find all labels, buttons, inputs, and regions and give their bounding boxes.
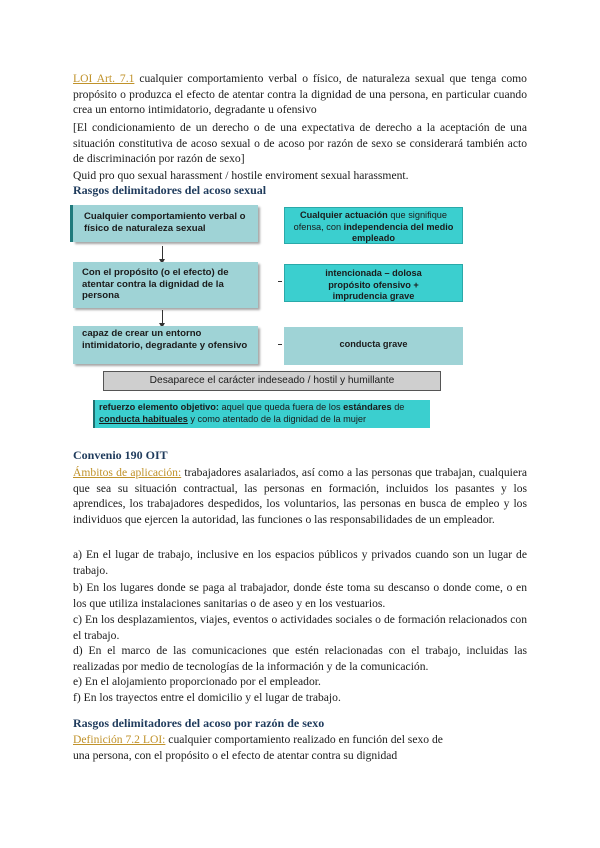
box-intencionada-dolosa: intencionada – dolosa propósito ofensivo + imprudencia grave (284, 264, 463, 302)
box-conducta-grave: conducta grave (284, 327, 463, 365)
section-heading-acoso-razon-sexo: Rasgos delimitadores del acoso por razón de sexo (73, 716, 325, 730)
refuerzo-bold-label: refuerzo elemento objetivo: (99, 402, 219, 412)
arrow-right-2-icon (278, 344, 282, 345)
ambitos-text: trabajadores asalariados, así como a las personas que trabajan, cualquiera que sea su situación contractual, las personas en formación, incluidos los pasantes y los aprendices, los trabajadores despedidos, los voluntarios, las personas en busca de empleo y los individuos que ejercen la autoridad, las funciones o las responsabilidades de un empleador. (73, 466, 527, 526)
list-item-e: e) En el alojamiento proporcionado por el empleador. (73, 675, 321, 688)
intro-definition-text: cualquier comportamiento verbal o físico, de naturaleza sexual que tenga como propósito o produzca el efecto de atentar contra la dignidad de una persona, en particular cuando crea un entorno intimidatorio, degradante u ofensivo (73, 72, 527, 117)
box2-bold-text: Cualquier actuación (299, 210, 388, 220)
box-entorno-intimidatorio: capaz de crear un entorno intimidatorio, degradante y ofensivo (73, 326, 258, 364)
section-heading-convenio-190: Convenio 190 OIT (73, 448, 168, 462)
arrow-right-1-icon (278, 281, 282, 282)
definicion-text-1: cualquier comportamiento realizado en función del sexo de (165, 733, 443, 746)
box-comportamiento-verbal-fisico: Cualquier comportamiento verbal o físico de naturaleza sexual (73, 205, 258, 242)
box2-normal-text: que signifique ofensa, con (293, 210, 448, 232)
gray-bar-caracter-indeseado: Desaparece el carácter indeseado / hostil y humillante (103, 371, 441, 391)
list-item-c: c) En los desplazamientos, viajes, eventos o actividades sociales o de formación relacionados con el trabajo. (73, 613, 527, 642)
section-heading-acoso-sexual: Rasgos delimitadores del acoso sexual (73, 183, 267, 197)
ambitos-paragraph (73, 465, 527, 527)
box-cualquier-actuacion (284, 207, 463, 244)
arrow-down-1-icon (162, 246, 163, 260)
refuerzo-estandares: estándares (343, 402, 392, 412)
intro-bracket-text: [El condicionamiento de un derecho o de una expectativa de derecho a la aceptación de una situación constitutiva de acoso sexual o de acoso por razón de sexo se considerará también acto de discriminación por razón de sexo] (73, 121, 527, 166)
refuerzo-text-3: y como atentado de la dignidad de la mujer (187, 413, 367, 424)
definicion-7-2-link[interactable]: Definición 7.2 LOI: (73, 733, 166, 746)
refuerzo-text-2: de (391, 402, 405, 412)
definicion-7-2-paragraph (73, 732, 527, 763)
definicion-line-1 (73, 732, 527, 748)
box2-bold-text-2: independencia del medio empleado (343, 221, 454, 243)
quid-pro-quo-text: Quid pro quo sexual harassment / hostile enviroment sexual harassment. (73, 169, 409, 182)
list-item-d: d) En el marco de las comunicaciones que estén relacionadas con el trabajo, incluidas las realizadas por medio de tecnologías de la información y de la comunicación. (73, 644, 527, 673)
box-refuerzo-elemento-objetivo (93, 400, 430, 428)
refuerzo-text-1: aquel que queda fuera de los (218, 402, 344, 412)
list-item-f: f) En los trayectos entre el domicilio y el lugar de trabajo. (73, 691, 341, 704)
ambitos-aplicacion-link[interactable]: Ámbitos de aplicación: (73, 466, 182, 479)
list-item-a: a) En el lugar de trabajo, inclusive en los espacios públicos y privados cuando son un lugar de trabajo. (73, 548, 527, 577)
list-item-b: b) En los lugares donde se paga al trabajador, donde éste toma su descanso o donde come, o en los que utiliza instalaciones sanitarias o de aseo y en los vestuarios. (73, 581, 527, 610)
definicion-line-2: una persona, con el propósito o el efecto de atentar contra su dignidad (73, 748, 398, 762)
box-proposito-atentar-dignidad: Con el propósito (o el efecto) de atentar contra la dignidad de la persona (73, 262, 258, 308)
refuerzo-conducta-habituales: conducta habituales (99, 413, 188, 424)
arrow-down-2-icon (162, 310, 163, 324)
intro-paragraph (73, 71, 527, 118)
loi-art-7-1-link[interactable]: LOI Art. 7.1 (73, 72, 135, 85)
